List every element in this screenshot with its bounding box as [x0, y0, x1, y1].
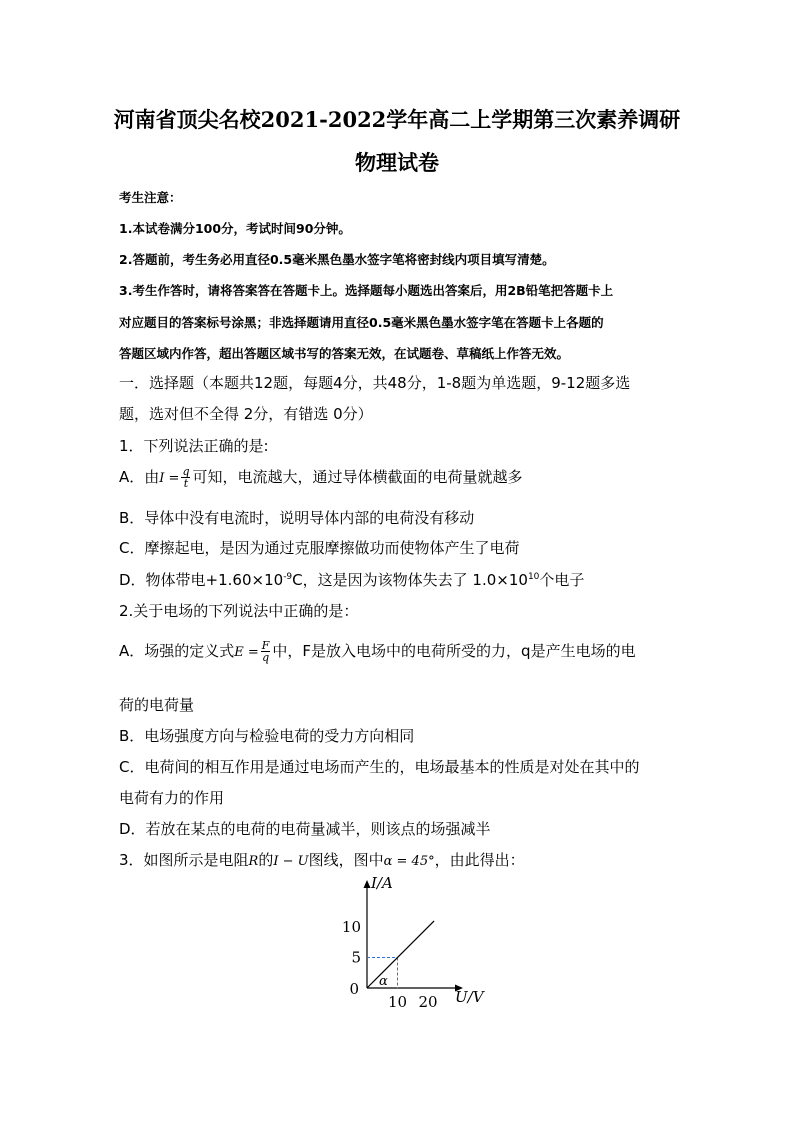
q1-d-exp-2: 10: [527, 572, 540, 582]
angle-alpha-label: α: [379, 974, 388, 989]
q3-stem-r: R: [248, 854, 259, 869]
q3-stem-alpha: α = 45°: [383, 854, 435, 869]
q2-formula-den: q: [262, 651, 270, 664]
q1-d-text-3: 个电子: [539, 571, 585, 589]
exam-subtitle: 物理试卷: [355, 150, 439, 175]
notice-item-3: 3.考生作答时，请将答案答在答题卡上。选择题每小题选出答案后，用2B铅笔把答题卡上: [119, 283, 614, 298]
q1-a-text: 可知，电流越大，通过导体横截面的电荷量就越多: [192, 468, 523, 486]
q2-a-label: A．场强的定义式: [119, 642, 235, 660]
q2-formula-fraction: [261, 640, 271, 663]
q2-a-text: 中，F是放入电场中的电荷所受的力，q是产生电场的电: [272, 642, 636, 660]
notice-item-3-cont: 对应题目的答案标号涂黑；非选择题请用直径0.5毫米黑色墨水签字笔在答题卡上各题的: [119, 315, 604, 330]
q1-option-d: [119, 569, 584, 590]
y-axis-arrow: [364, 880, 371, 888]
notice-heading: 考生注意：: [119, 190, 182, 205]
q1-d-text-2: C，这是因为该物体失去了 1.0×10: [292, 571, 528, 589]
iu-graph: [335, 872, 495, 1012]
q1-stem: 1．下列说法正确的是:: [119, 437, 269, 455]
q1-d-text-1: D．物体带电+1.60×10: [119, 571, 284, 589]
q3-stem-iu: I − U: [273, 854, 309, 869]
y-tick-label: 5: [351, 948, 361, 967]
notice-item-1: 1.本试卷满分100分，考试时间90分钟。: [119, 221, 351, 236]
q1-option-c: C．摩擦起电，是因为通过克服摩擦做功而使物体产生了电荷: [119, 539, 520, 557]
notice-item-2: 2.答题前，考生务必用直径0.5毫米黑色墨水签字笔将密封线内项目填写清楚。: [119, 252, 555, 267]
q2-option-d: D．若放在某点的电荷的电荷量减半，则该点的场强减半: [119, 820, 491, 838]
y-axis-label: I/A: [371, 874, 393, 892]
q2-stem: 2.关于电场的下列说法中正确的是：: [119, 602, 359, 620]
q2-option-c: C．电荷间的相互作用是通过电场而产生的，电场最基本的性质是对处在其中的: [119, 758, 640, 776]
series-line: [367, 921, 434, 988]
q2-option-a-cont: 荷的电荷量: [119, 696, 195, 714]
q1-formula-den: t: [183, 477, 189, 490]
section-heading-cont: 题，选对但不全得 2分，有错选 0分）: [119, 405, 373, 423]
q1-d-exp-1: -9: [283, 572, 293, 582]
q2-option-a: [119, 640, 636, 663]
q1-formula-lhs: I =: [159, 471, 180, 486]
q3-stem-1: 3．如图所示是电阻: [119, 851, 249, 869]
q2-formula-num: F: [261, 639, 270, 652]
q1-option-b: B．导体中没有电流时，说明导体内部的电荷没有移动: [119, 509, 475, 527]
section-heading: 一．选择题（本题共12题，每题4分，共48分，1-8题为单选题，9-12题多选: [119, 374, 631, 392]
x-tick-label: 20: [418, 993, 438, 1011]
q1-option-a: [119, 466, 523, 489]
q2-formula-lhs: E =: [234, 645, 259, 660]
q3-stem-3: 图线，图中: [308, 851, 384, 869]
y-tick-label: 10: [341, 918, 361, 936]
origin-label: 0: [349, 980, 359, 998]
q3-stem-4: ，由此得出：: [434, 851, 525, 869]
q1-a-label: A．由: [119, 468, 160, 486]
x-axis-label: U/V: [455, 988, 484, 1006]
q1-formula-fraction: [181, 466, 190, 489]
notice-item-3-cont2: 答题区域内作答，超出答题区域书写的答案无效，在试题卷、草稿纸上作答无效。: [119, 346, 570, 361]
q1-formula-num: q: [182, 465, 190, 478]
q2-option-b: B．电场强度方向与检验电荷的受力方向相同: [119, 727, 415, 745]
exam-title: 河南省顶尖名校2021-2022学年高二上学期第三次素养调研: [113, 107, 681, 132]
q3-stem: [119, 849, 525, 870]
x-tick-label: 10: [387, 993, 408, 1011]
q3-stem-2: 的: [258, 851, 274, 869]
q2-option-c-cont: 电荷有力的作用: [119, 789, 225, 807]
